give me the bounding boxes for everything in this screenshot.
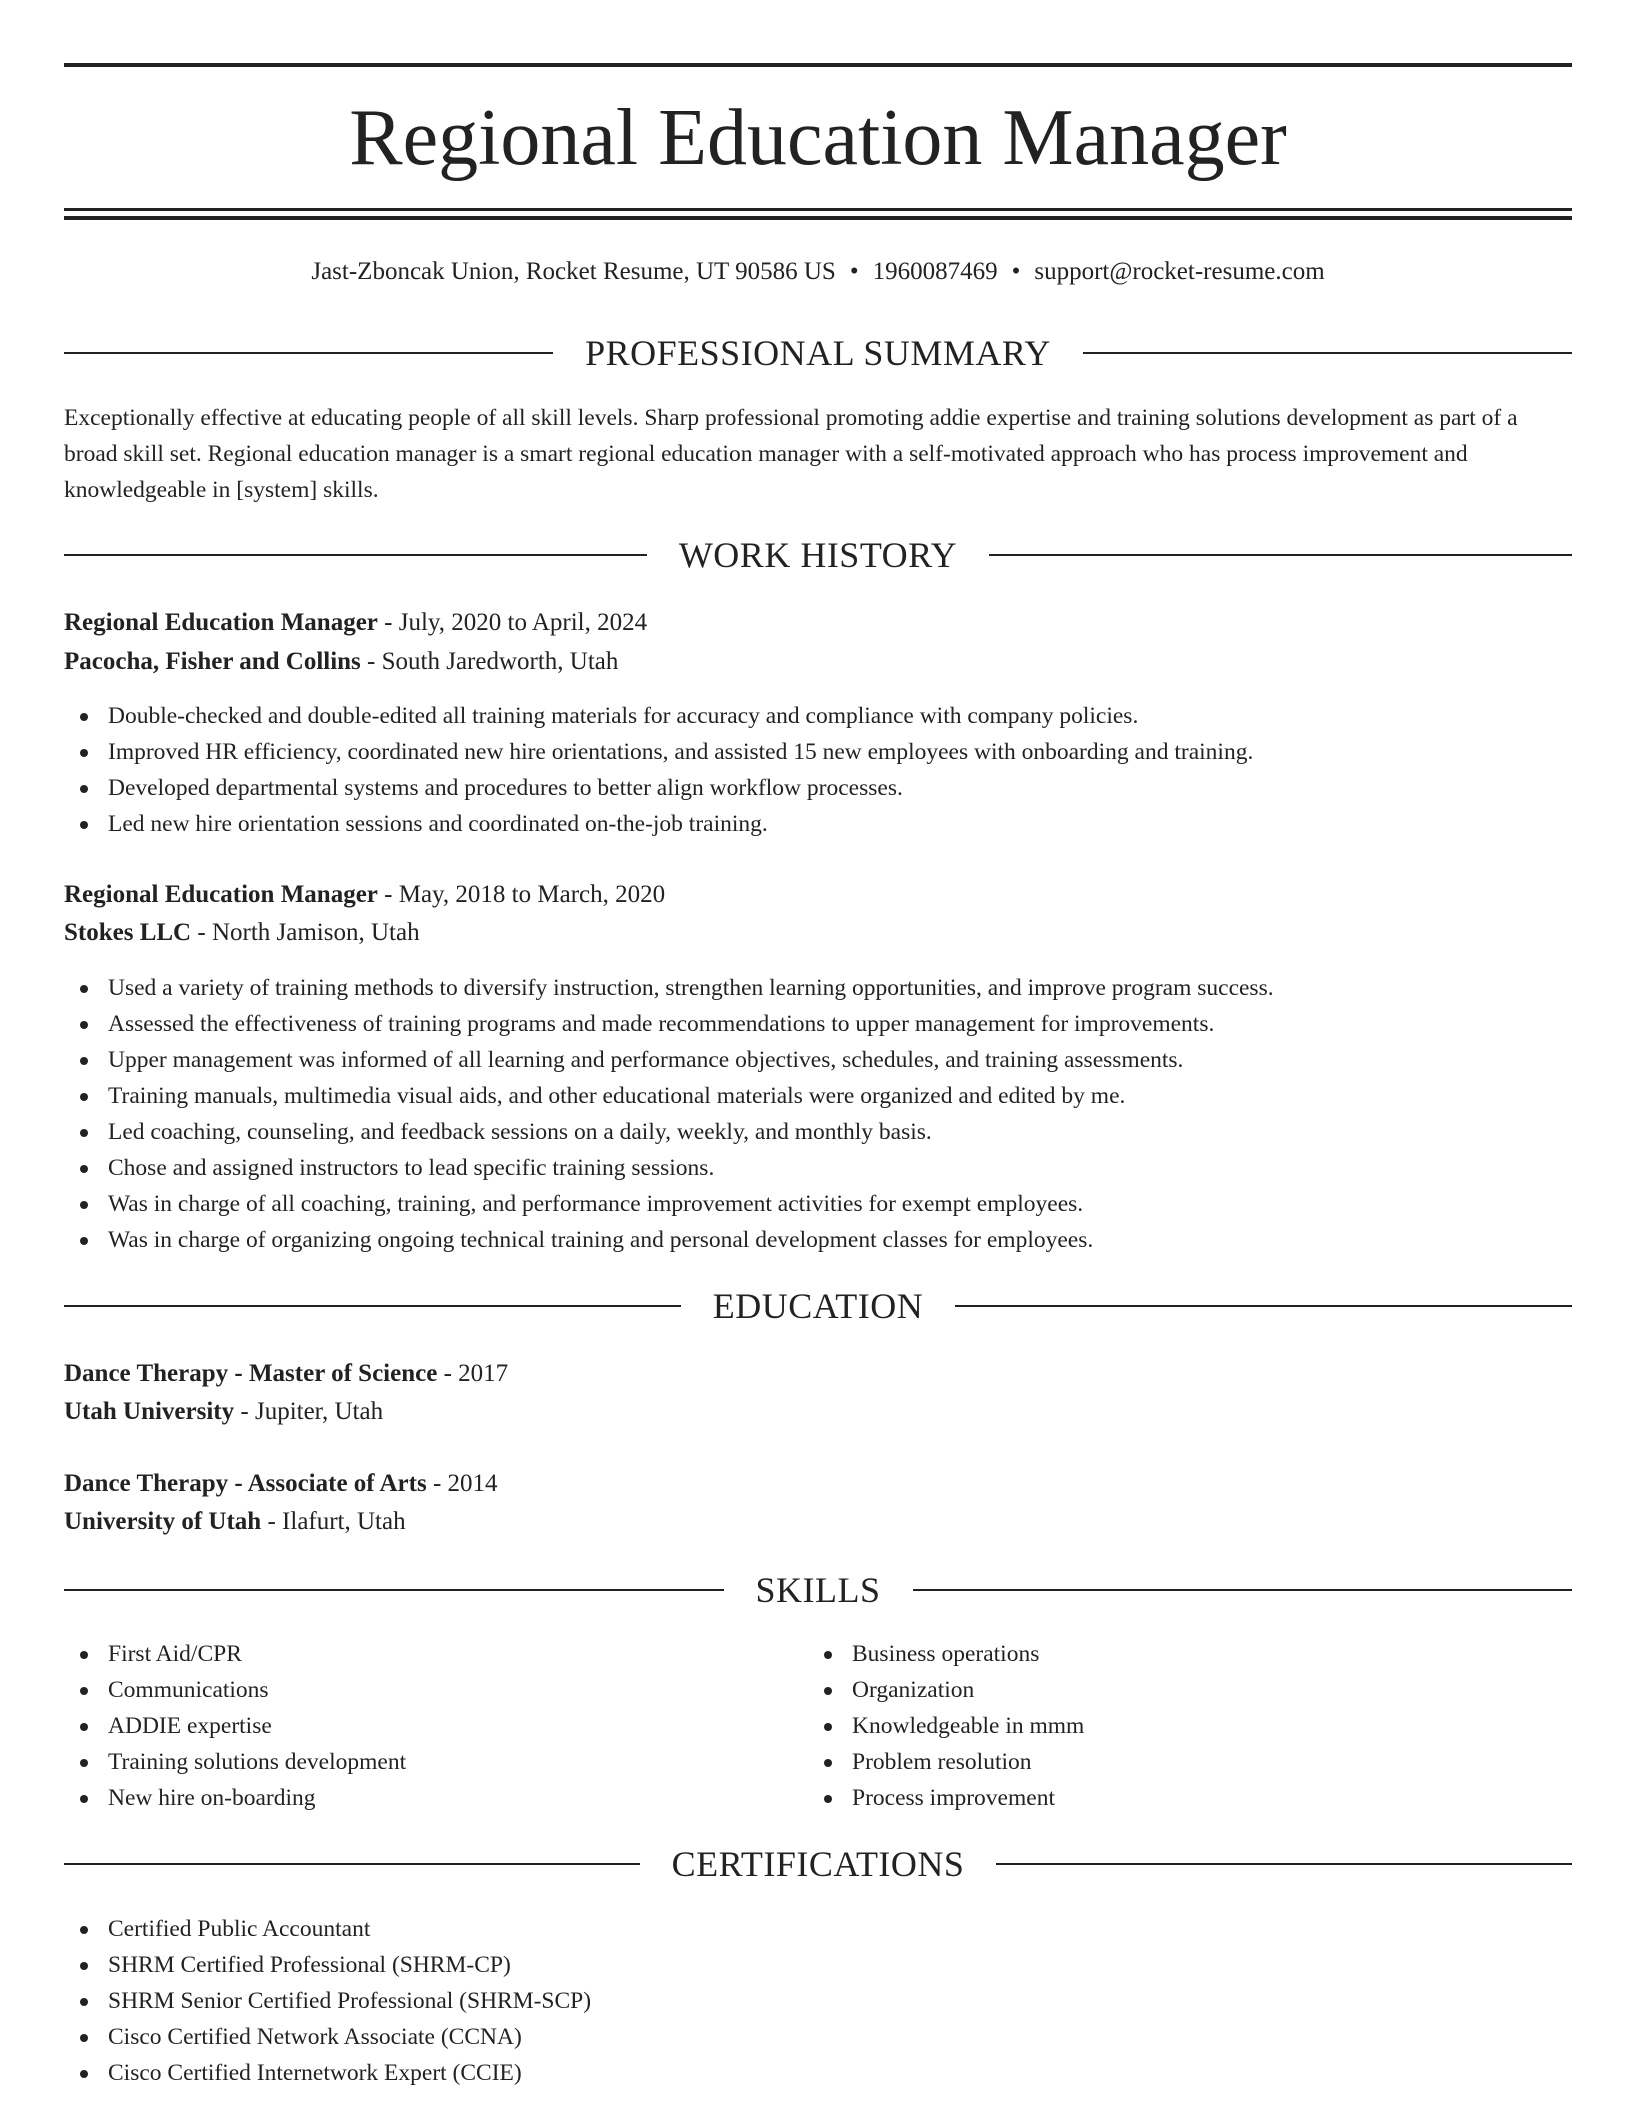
education-school: University of Utah <box>64 1508 262 1535</box>
contact-separator: • <box>1011 258 1021 285</box>
job-title: Regional Education Manager <box>64 881 378 908</box>
contact-address: Jast-Zboncak Union, Rocket Resume, UT 90586 US <box>311 258 836 285</box>
certification-item: Cisco Certified Internetwork Expert (CCIE) <box>64 2055 591 2091</box>
skills-list-left <box>64 1636 406 1816</box>
heading-rule-left <box>64 352 553 354</box>
list-item: Led coaching, counseling, and feedback sessions on a daily, weekly, and monthly basis. <box>64 1114 1274 1150</box>
heading-rule-left <box>64 1589 724 1591</box>
job-company-line <box>64 644 618 680</box>
skill-item: Training solutions development <box>64 1744 406 1780</box>
skill-item: Communications <box>64 1672 406 1708</box>
certification-item: Certified Public Accountant <box>64 1911 591 1947</box>
job-bullet-list <box>64 970 1274 1258</box>
skill-item: Organization <box>808 1672 1084 1708</box>
contact-line <box>64 254 1572 290</box>
list-item: Led new hire orientation sessions and coordinated on-the-job training. <box>64 806 1253 842</box>
skill-item: Process improvement <box>808 1780 1084 1816</box>
list-item: Double-checked and double-edited all training materials for accuracy and compliance with company policies. <box>64 698 1253 734</box>
list-item: Assessed the effectiveness of training programs and made recommendations to upper management for improvements. <box>64 1006 1274 1042</box>
job-title-line <box>64 877 665 913</box>
job-dates: - May, 2018 to March, 2020 <box>377 881 666 908</box>
skill-item: Business operations <box>808 1636 1084 1672</box>
skill-item: ADDIE expertise <box>64 1708 406 1744</box>
work-history-heading-label: WORK HISTORY <box>678 535 958 575</box>
certifications-section-heading <box>64 1844 1572 1884</box>
contact-email[interactable]: support@rocket-resume.com <box>1034 258 1325 285</box>
education-school: Utah University <box>64 1398 235 1425</box>
skill-item: Problem resolution <box>808 1744 1084 1780</box>
education-degree-line <box>64 1356 508 1392</box>
skills-list-right <box>808 1636 1084 1816</box>
job-bullet-list <box>64 698 1253 842</box>
header-double-rule-lower <box>64 216 1572 220</box>
heading-rule-right <box>955 1305 1572 1307</box>
education-degree: Dance Therapy - Associate of Arts <box>64 1470 427 1497</box>
education-year: - 2014 <box>426 1470 498 1497</box>
summary-text: Exceptionally effective at educating people of all skill levels. Sharp professional promoting addie expertise and training solutions development as part of a broad skill set. Regional education manager is a smart regional education manager with a self-motivated approach who has process improvement and knowledgeable in [system] skills. <box>64 405 1518 503</box>
skill-item: First Aid/CPR <box>64 1636 406 1672</box>
heading-rule-right <box>1083 352 1572 354</box>
job-company: Pacocha, Fisher and Collins <box>64 648 361 675</box>
header-top-rule <box>64 63 1572 67</box>
contact-phone: 1960087469 <box>872 258 998 285</box>
heading-rule-left <box>64 1305 681 1307</box>
list-item: Upper management was informed of all learning and performance objectives, schedules, and training assessments. <box>64 1042 1274 1078</box>
job-title-line <box>64 605 647 641</box>
list-item: Was in charge of all coaching, training, and performance improvement activities for exempt employees. <box>64 1186 1274 1222</box>
job-location: - North Jamison, Utah <box>191 919 420 946</box>
certifications-list <box>64 1911 591 2091</box>
heading-rule-right <box>989 554 1572 556</box>
skill-item: Knowledgeable in mmm <box>808 1708 1084 1744</box>
education-location: - Jupiter, Utah <box>234 1398 384 1425</box>
list-item: Used a variety of training methods to diversify instruction, strengthen learning opportunities, and improve program success. <box>64 970 1274 1006</box>
certification-item: Cisco Certified Network Associate (CCNA) <box>64 2019 591 2055</box>
list-item: Was in charge of organizing ongoing technical training and personal development classes for employees. <box>64 1222 1274 1258</box>
education-location: - Ilafurt, Utah <box>261 1508 406 1535</box>
job-location: - South Jaredworth, Utah <box>360 648 619 675</box>
certifications-heading-label: CERTIFICATIONS <box>671 1844 965 1884</box>
list-item: Improved HR efficiency, coordinated new hire orientations, and assisted 15 new employees with onboarding and training. <box>64 734 1253 770</box>
education-heading-label: EDUCATION <box>712 1286 924 1326</box>
contact-separator: • <box>849 258 859 285</box>
heading-rule-right <box>913 1589 1573 1591</box>
skill-item: New hire on-boarding <box>64 1780 406 1816</box>
job-dates: - July, 2020 to April, 2024 <box>377 609 648 636</box>
heading-rule-left <box>64 554 647 556</box>
summary-section-heading <box>64 333 1572 373</box>
education-degree-line <box>64 1466 498 1502</box>
skills-heading-label: SKILLS <box>755 1570 881 1610</box>
job-company: Stokes LLC <box>64 919 192 946</box>
education-section-heading <box>64 1286 1572 1326</box>
certification-item: SHRM Certified Professional (SHRM-CP) <box>64 1947 591 1983</box>
education-degree: Dance Therapy - Master of Science <box>64 1360 438 1387</box>
resume-title: Regional Education Manager <box>349 94 1287 182</box>
skills-section-heading <box>64 1570 1572 1610</box>
education-school-line <box>64 1504 406 1540</box>
list-item: Chose and assigned instructors to lead specific training sessions. <box>64 1150 1274 1186</box>
summary-heading-label: PROFESSIONAL SUMMARY <box>585 333 1051 373</box>
education-year: - 2017 <box>437 1360 509 1387</box>
list-item: Training manuals, multimedia visual aids, and other educational materials were organized and edited by me. <box>64 1078 1274 1114</box>
list-item: Developed departmental systems and procedures to better align workflow processes. <box>64 770 1253 806</box>
header-double-rule-upper <box>64 208 1572 211</box>
certification-item: SHRM Senior Certified Professional (SHRM-SCP) <box>64 1983 591 2019</box>
job-title: Regional Education Manager <box>64 609 378 636</box>
job-company-line <box>64 915 420 951</box>
heading-rule-left <box>64 1863 640 1865</box>
education-school-line <box>64 1394 383 1430</box>
work-history-section-heading <box>64 535 1572 575</box>
heading-rule-right <box>996 1863 1572 1865</box>
